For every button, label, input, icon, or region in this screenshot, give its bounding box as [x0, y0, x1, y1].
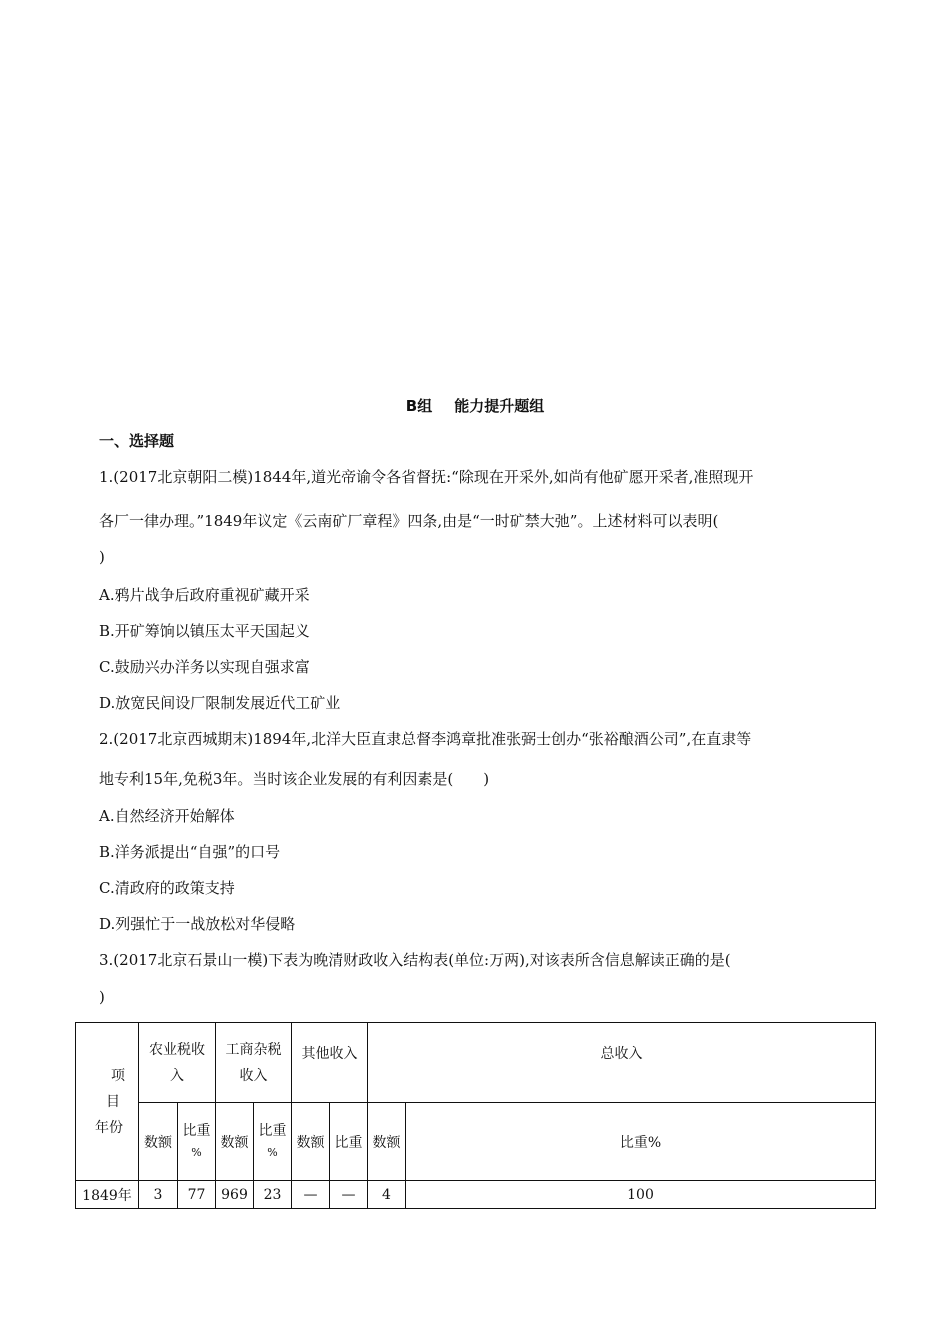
question-3-line-2: )	[99, 988, 105, 1006]
header-agri-tax	[139, 1023, 216, 1103]
question-2-option-a: A.自然经济开始解体	[99, 807, 235, 825]
header-commerce-tax-line-2: 收入	[239, 1067, 268, 1084]
question-1-line-3: )	[99, 548, 105, 566]
question-1-option-b: B.开矿筹饷以镇压太平天国起义	[99, 622, 310, 640]
question-1-option-a: A.鸦片战争后政府重视矿藏开采	[99, 586, 310, 604]
header-total-income	[368, 1023, 876, 1103]
revenue-table	[75, 1022, 876, 1209]
question-1-option-c: C.鼓励兴办洋务以实现自强求富	[99, 658, 310, 676]
question-1-line-2: 各厂一律办理。”1849年议定《云南矿厂章程》四条,由是“一时矿禁大弛”。上述材料可以表明(	[99, 512, 719, 530]
sub-amount: 数额	[216, 1103, 254, 1181]
cell-commerce-amount: 969	[216, 1181, 254, 1209]
cell-agri-amount: 3	[139, 1181, 178, 1209]
question-2-option-c: C.清政府的政策支持	[99, 879, 235, 897]
sub-ratio	[178, 1103, 216, 1181]
header-commerce-tax	[216, 1023, 292, 1103]
cell-commerce-ratio: 23	[254, 1181, 292, 1209]
cell-other-ratio: —	[330, 1181, 368, 1209]
row-year: 1849年	[76, 1181, 139, 1209]
sub-ratio-percent: 比重%	[406, 1103, 876, 1181]
question-2-option-b: B.洋务派提出“自强”的口号	[99, 843, 281, 861]
cell-agri-ratio: 77	[178, 1181, 216, 1209]
header-total-income-label: 总收入	[600, 1045, 643, 1062]
header-agri-tax-line-1: 农业税收	[149, 1041, 205, 1058]
sub-ratio-unit: %	[191, 1145, 202, 1159]
cell-other-amount: —	[292, 1181, 330, 1209]
section-title	[0, 395, 950, 416]
table-corner-cell	[76, 1023, 139, 1181]
question-2-line-2: 地专利15年,免税3年。当时该企业发展的有利因素是( )	[99, 770, 490, 788]
sub-ratio-unit: %	[267, 1145, 278, 1159]
header-other-income-label: 其他收入	[301, 1045, 358, 1062]
sub-ratio-label: 比重	[182, 1122, 211, 1139]
section-name: 能力提升题组	[454, 397, 545, 415]
sub-ratio	[254, 1103, 292, 1181]
question-3-line-1: 3.(2017北京石景山一模)下表为晚清财政收入结构表(单位:万两),对该表所含信息解读正确的是(	[99, 951, 731, 969]
section-group: B组	[405, 397, 433, 415]
header-other-income	[292, 1023, 368, 1103]
part-title: 一、选择题	[99, 432, 175, 450]
question-2-line-1: 2.(2017北京西城期末)1894年,北洋大臣直隶总督李鸿章批准张弼士创办“张裕酿酒公司”,在直隶等	[99, 730, 752, 748]
corner-label-year: 年份	[95, 1119, 123, 1136]
sub-amount: 数额	[368, 1103, 406, 1181]
question-2-option-d: D.列强忙于一战放松对华侵略	[99, 915, 296, 933]
table-subheader-row	[76, 1103, 876, 1181]
table-header-row	[76, 1023, 876, 1103]
header-agri-tax-line-2: 入	[170, 1067, 184, 1084]
question-1-option-d: D.放宽民间设厂限制发展近代工矿业	[99, 694, 341, 712]
header-commerce-tax-line-1: 工商杂税	[225, 1041, 282, 1058]
sub-ratio-short: 比重	[330, 1103, 368, 1181]
cell-total-amount: 4	[368, 1181, 406, 1209]
sub-ratio-label: 比重	[258, 1122, 287, 1139]
corner-label-mu: 目	[106, 1093, 120, 1110]
question-1-line-1: 1.(2017北京朝阳二模)1844年,道光帝谕令各省督抚:“除现在开采外,如尚有他矿愿开采者,准照现开	[99, 468, 754, 486]
corner-label-item: 项	[111, 1067, 125, 1084]
sub-amount: 数额	[139, 1103, 178, 1181]
cell-total-ratio: 100	[406, 1181, 876, 1209]
table-row	[76, 1181, 876, 1209]
sub-amount: 数额	[292, 1103, 330, 1181]
